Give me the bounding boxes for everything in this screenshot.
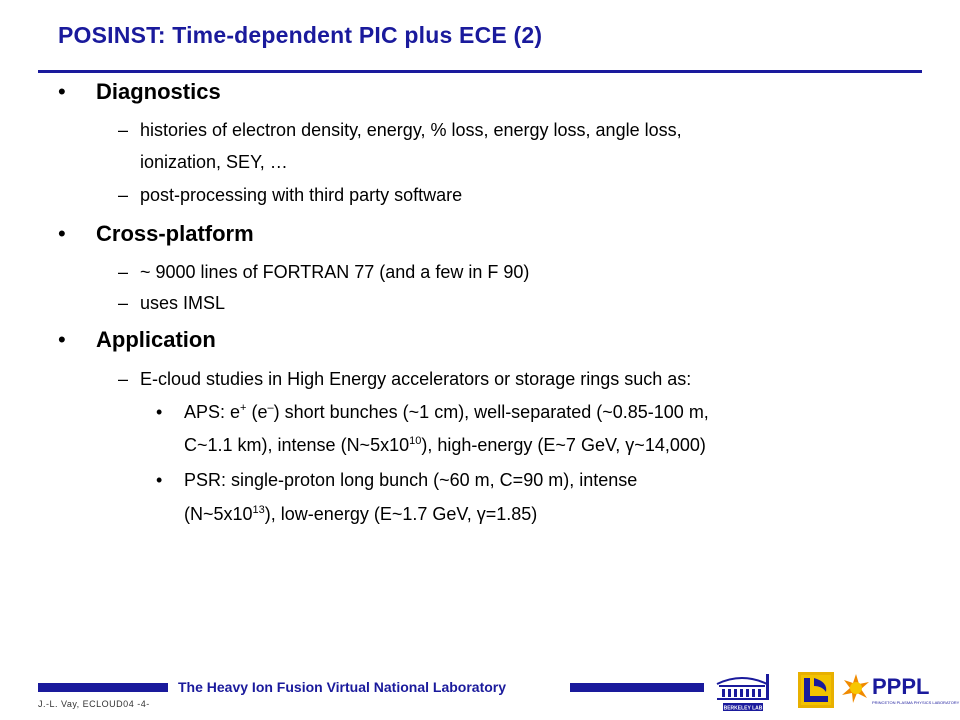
pppl-logo — [842, 668, 960, 714]
bullet-icon: • — [58, 327, 66, 352]
berkeley-lab-logo — [711, 670, 773, 712]
svg-text:PPPL: PPPL — [872, 674, 930, 699]
footer-credit: J.-L. Vay, ECLOUD04 -4- — [38, 699, 150, 709]
section-heading: Application — [96, 327, 216, 352]
svg-text:BERKELEY LAB: BERKELEY LAB — [723, 705, 763, 712]
bullet-icon: • — [58, 79, 66, 104]
footer-bar — [38, 683, 168, 692]
dash-icon: – — [118, 293, 129, 313]
bullet-icon: • — [156, 470, 163, 490]
bullet-icon: • — [156, 402, 163, 422]
dash-icon: – — [118, 369, 129, 389]
footer-bar — [570, 683, 704, 692]
title-divider — [38, 70, 922, 73]
bullet-icon: • — [58, 221, 66, 246]
dash-icon: – — [118, 262, 129, 282]
footer-lab-name: The Heavy Ion Fusion Virtual National Laboratory — [178, 679, 507, 695]
dash-icon: – — [118, 185, 129, 205]
section-heading: Cross-platform — [96, 221, 254, 246]
slide-title: POSINST: Time-dependent PIC plus ECE (2) — [58, 22, 543, 48]
section-heading: Diagnostics — [96, 79, 221, 104]
dash-icon: – — [118, 120, 129, 140]
lbnl-logo — [798, 672, 834, 708]
svg-text:PRINCETON PLASMA PHYSICS LABOR: PRINCETON PLASMA PHYSICS LABORATORY — [872, 700, 960, 705]
